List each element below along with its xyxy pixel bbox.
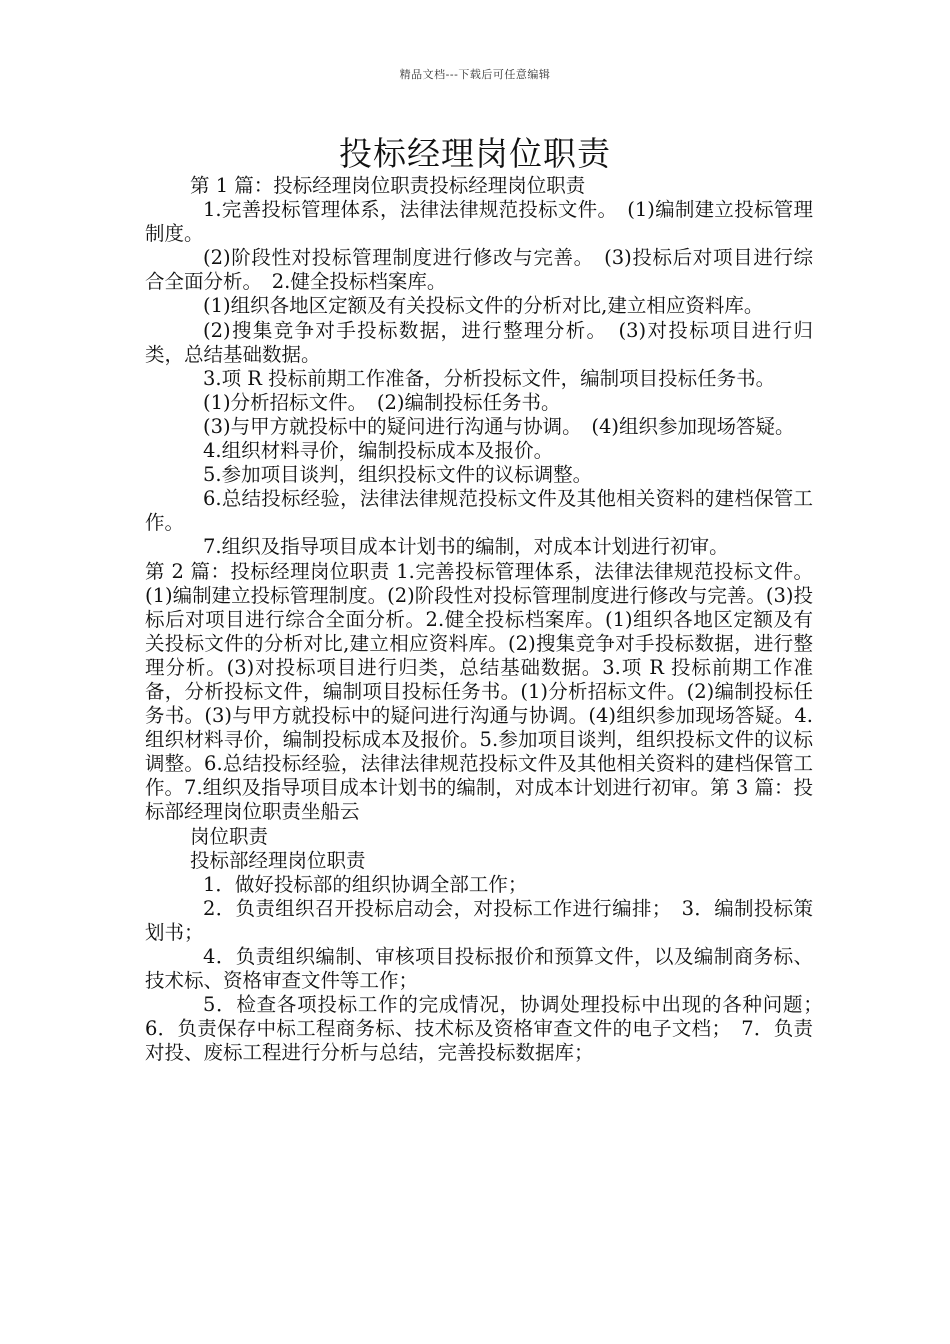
paragraph: 1.完善投标管理体系，法律法律规范投标文件。 (1)编制建立投标管理制度。 <box>145 198 813 246</box>
subheading: 岗位职责 <box>190 824 269 848</box>
paragraph: 5．检查各项投标工作的完成情况，协调处理投标中出现的各种问题； 6．负责保存中标工程商务标、技术标及资格审查文件的电子文档； 7．负责对投、废标工程进行分析与总结，完善投标数据库； <box>145 993 833 1065</box>
paragraph: (3)与甲方就投标中的疑问进行沟通与协调。 (4)组织参加现场答疑。 <box>203 414 795 438</box>
header-note: 精品文档---下载后可任意编辑 <box>399 68 551 81</box>
paragraph: 4．负责组织编制、审核项目投标报价和预算文件，以及编制商务标、技术标、资格审查文件等工作； <box>145 945 813 993</box>
section-1-heading: 第 1 篇：投标经理岗位职责投标经理岗位职责 <box>190 174 586 197</box>
document-body <box>145 174 833 1065</box>
paragraph: (2)搜集竞争对手投标数据，进行整理分析。 (3)对投标项目进行归类，总结基础数据。 <box>145 318 813 366</box>
paragraph: 5.参加项目谈判，组织投标文件的议标调整。 <box>203 463 593 487</box>
paragraph: (2)阶段性对投标管理制度进行修改与完善。 (3)投标后对项目进行综合全面分析。 2.健全投标档案库。 <box>145 246 813 294</box>
paragraph: 4.组织材料寻价，编制投标成本及报价。 <box>203 439 554 463</box>
paragraph: 3.项 R 投标前期工作准备，分析投标文件，编制项目投标任务书。 <box>203 366 776 390</box>
document-title: 投标经理岗位职责 <box>339 134 611 173</box>
paragraph: (1)分析招标文件。 (2)编制投标任务书。 <box>203 390 561 414</box>
paragraph: 7.组织及指导项目成本计划书的编制，对成本计划进行初审。 <box>203 535 729 559</box>
section-2-block: 第 2 篇：投标经理岗位职责 1.完善投标管理体系，法律法律规范投标文件。(1)编制建立投标管理制度。(2)阶段性对投标管理制度进行修改与完善。(3)投标后对项目进行综合全面分析。2.健全投标档案库。(1)组织各地区定额及有关投标文件的分析对比,建立相应资料库。(2)搜集竞争对手投标数据，进行整理分析。(3)对投标项目进行归类，总结基础数据。3.项 R 投标前期工作准备，分析投标文件，编制项目投标任务书。(1)分析招标文件。(2)编制投标任务书。(3)与甲方就投标中的疑问进行沟通与协调。(4)组织参加现场答疑。4.组织材料寻价，编制投标成本及报价。5.参加项目谈判，组织投标文件的议标调整。6.总结投标经验，法律法律规范投标文件及其他相关资料的建档保管工作。7.组织及指导项目成本计划书的编制，对成本计划进行初审。第 3 篇：投标部经理岗位职责坐船云 <box>145 559 813 824</box>
paragraph: (1)组织各地区定额及有关投标文件的分析对比,建立相应资料库。 <box>203 294 764 318</box>
paragraph: 1．做好投标部的组织协调全部工作； <box>203 872 528 896</box>
subheading: 投标部经理岗位职责 <box>190 848 366 872</box>
paragraph: 2．负责组织召开投标启动会，对投标工作进行编排； 3．编制投标策划书； <box>145 896 813 944</box>
paragraph: 6.总结投标经验，法律法律规范投标文件及其他相关资料的建档保管工作。 <box>145 487 813 535</box>
